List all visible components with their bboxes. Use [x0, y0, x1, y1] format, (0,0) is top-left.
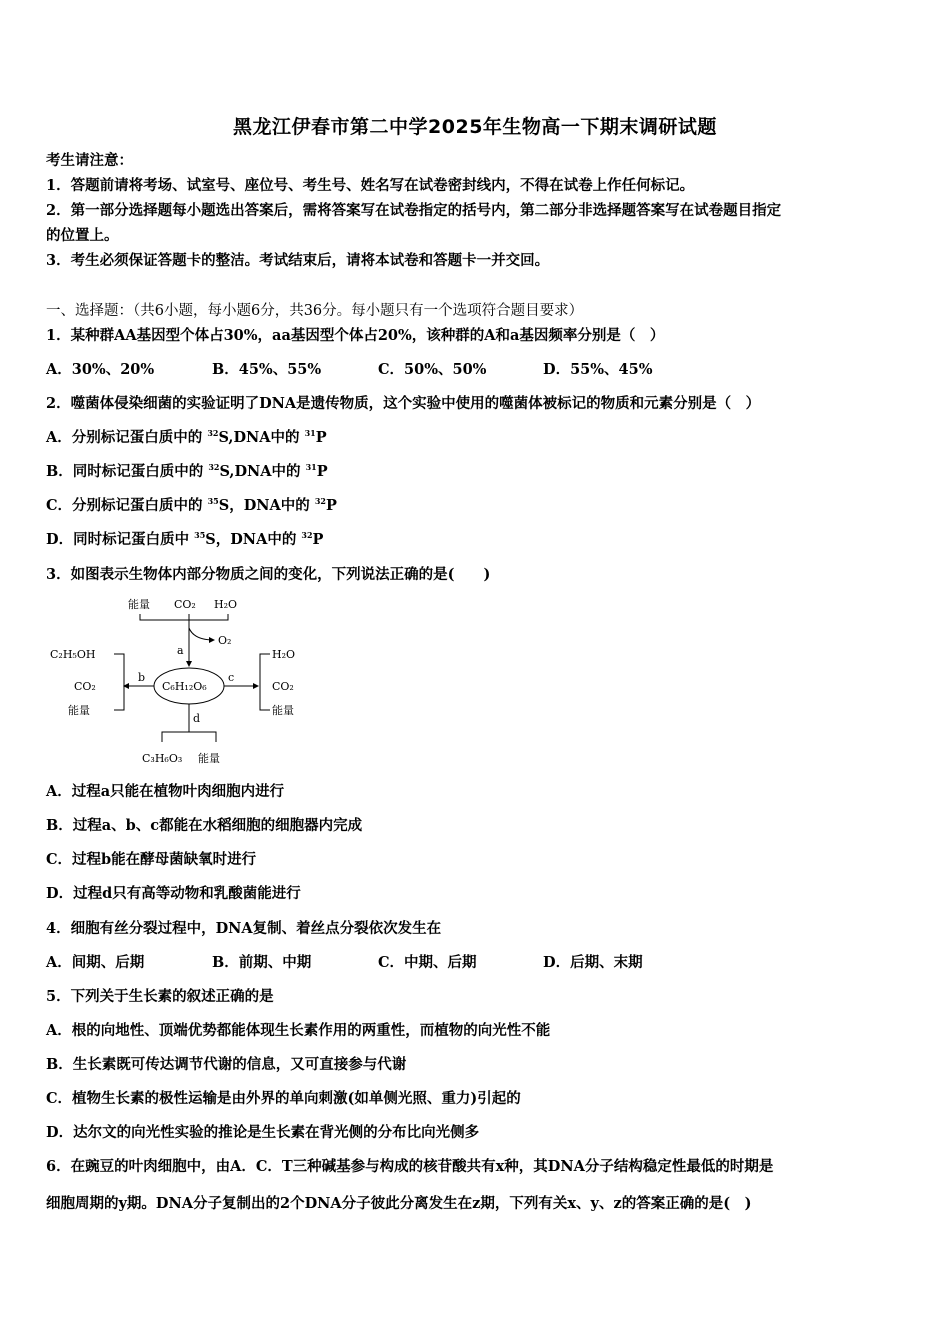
q2-d-mid: S，DNA中的: [205, 531, 302, 548]
q1-stem: 1．某种群AA基因型个体占30%，aa基因型个体占20%，该种群的A和a基因频率分别是（ ）: [46, 327, 665, 344]
q1-option-a[interactable]: A．30%、20%: [46, 361, 155, 378]
q4-option-c[interactable]: C．中期、后期: [378, 954, 477, 971]
q2-b-sup1: 32: [208, 462, 220, 472]
diagram-bottom-lactate: C₃H₆O₃: [142, 752, 183, 765]
q2-option-c[interactable]: [46, 496, 337, 516]
diagram-arrow-o2: [189, 628, 214, 640]
q2-c-sup2: 32: [314, 496, 326, 506]
q2-a-text: A．分别标记蛋白质中的: [46, 429, 208, 446]
q2-c-text: C．分别标记蛋白质中的: [46, 497, 208, 514]
q3-option-d[interactable]: D．过程d只有高等动物和乳酸菌能进行: [46, 885, 301, 902]
q3-option-b[interactable]: B．过程a、b、c都能在水稻细胞的细胞器内完成: [46, 817, 363, 834]
q2-b-text: B．同时标记蛋白质中的: [46, 463, 209, 480]
notice-item-1: 1．答题前请将考场、试室号、座位号、考生号、姓名写在试卷密封线内，不得在试卷上作任何标记。: [46, 177, 695, 194]
diagram-right-h2o: H₂O: [272, 648, 296, 661]
q3-stem: 3．如图表示生物体内部分物质之间的变化，下列说法正确的是( ): [46, 566, 491, 583]
q5-option-b[interactable]: B．生长素既可传达调节代谢的信息，又可直接参与代谢: [46, 1056, 407, 1073]
q2-c-mid: S，DNA中的: [218, 497, 315, 514]
q2-d-text: D．同时标记蛋白质中: [46, 531, 195, 548]
q5-option-a[interactable]: A．根的向地性、顶端优势都能体现生长素作用的两重性，而植物的向光性不能: [46, 1022, 551, 1039]
q3-option-c[interactable]: C．过程b能在酵母菌缺氧时进行: [46, 851, 257, 868]
diagram-top-bracket: [140, 614, 228, 620]
q2-option-b[interactable]: [46, 462, 328, 482]
q2-option-d[interactable]: [46, 530, 323, 550]
notice-item-2: 2．第一部分选择题每小题选出答案后，需将答案写在试卷指定的括号内，第二部分非选择题答案写在试卷题目指定: [46, 202, 782, 219]
q4-option-a[interactable]: A．间期、后期: [46, 954, 145, 971]
q6-stem-line-1: 6．在豌豆的叶肉细胞中，由A．C．T三种碱基参与构成的核苷酸共有x种，其DNA分子结构稳定性最低的时期是: [46, 1158, 774, 1175]
diagram-right-co2: CO₂: [272, 680, 294, 693]
diagram-left-co2: CO₂: [74, 680, 96, 693]
q2-option-a[interactable]: [46, 428, 327, 448]
q5-option-d[interactable]: D．达尔文的向光性实验的推论是生长素在背光侧的分布比向光侧多: [46, 1124, 480, 1141]
section-heading: 一、选择题：（共6小题，每小题6分，共36分。每小题只有一个选项符合题目要求）: [46, 303, 584, 319]
q2-d-sup2: 32: [301, 530, 313, 540]
diagram-top-h2o: H₂O: [214, 598, 238, 611]
diagram-top-energy: 能量: [128, 598, 150, 611]
diagram-label-a: a: [177, 644, 184, 657]
q4-stem: 4．细胞有丝分裂过程中，DNA复制、着丝点分裂依次发生在: [46, 920, 442, 937]
diagram-label-b: b: [138, 671, 146, 684]
q4-option-d[interactable]: D．后期、末期: [543, 954, 643, 971]
q2-c-post: P: [325, 497, 337, 514]
diagram-label-c: c: [228, 671, 235, 684]
q1-option-b[interactable]: B．45%、55%: [212, 361, 322, 378]
q2-a-mid: S,DNA中的: [218, 429, 305, 446]
q2-d-post: P: [312, 531, 324, 548]
diagram-o2: O₂: [218, 634, 232, 647]
diagram-right-energy: 能量: [272, 704, 294, 717]
q2-a-sup1: 32: [207, 428, 219, 438]
q1-option-c[interactable]: C．50%、50%: [378, 361, 487, 378]
q2-d-sup1: 35: [194, 530, 206, 540]
q2-a-sup2: 31: [304, 428, 316, 438]
notice-item-3: 3．考生必须保证答题卡的整洁。考试结束后，请将本试卷和答题卡一并交回。: [46, 252, 550, 269]
diagram-left-bracket: [114, 654, 124, 710]
diagram-left-ethanol: C₂H₅OH: [50, 648, 96, 661]
q2-a-post: P: [315, 429, 327, 446]
notice-heading: 考生请注意：: [46, 152, 133, 169]
page-title: 黑龙江伊春市第二中学2025年生物高一下期末调研试题: [233, 116, 717, 138]
q4-option-b[interactable]: B．前期、中期: [212, 954, 312, 971]
q5-stem: 5．下列关于生长素的叙述正确的是: [46, 988, 274, 1005]
metabolism-diagram: [44, 590, 314, 770]
q2-stem: 2．噬菌体侵染细菌的实验证明了DNA是遗传物质，这个实验中使用的噬菌体被标记的物质和元素分别是（ ）: [46, 395, 761, 412]
q2-b-mid: S,DNA中的: [219, 463, 306, 480]
notice-item-2-cont: 的位置上。: [46, 227, 119, 244]
diagram-left-energy: 能量: [68, 704, 90, 717]
diagram-bottom-energy: 能量: [198, 752, 220, 765]
q3-option-a[interactable]: A．过程a只能在植物叶肉细胞内进行: [46, 783, 285, 800]
q1-option-d[interactable]: D．55%、45%: [543, 361, 653, 378]
q2-b-sup2: 31: [305, 462, 317, 472]
diagram-glucose: C₆H₁₂O₆: [162, 680, 207, 693]
diagram-bottom-bracket: [162, 732, 216, 742]
q2-c-sup1: 35: [207, 496, 219, 506]
diagram-label-d: d: [193, 712, 201, 725]
q2-b-post: P: [316, 463, 328, 480]
diagram-top-co2: CO₂: [174, 598, 196, 611]
q5-option-c[interactable]: C．植物生长素的极性运输是由外界的单向刺激(如单侧光照、重力)引起的: [46, 1090, 521, 1107]
q6-stem-line-2: 细胞周期的y期。DNA分子复制出的2个DNA分子彼此分离发生在z期，下列有关x、y、z的答案正确的是( ): [46, 1195, 752, 1212]
diagram-right-bracket: [260, 654, 270, 710]
